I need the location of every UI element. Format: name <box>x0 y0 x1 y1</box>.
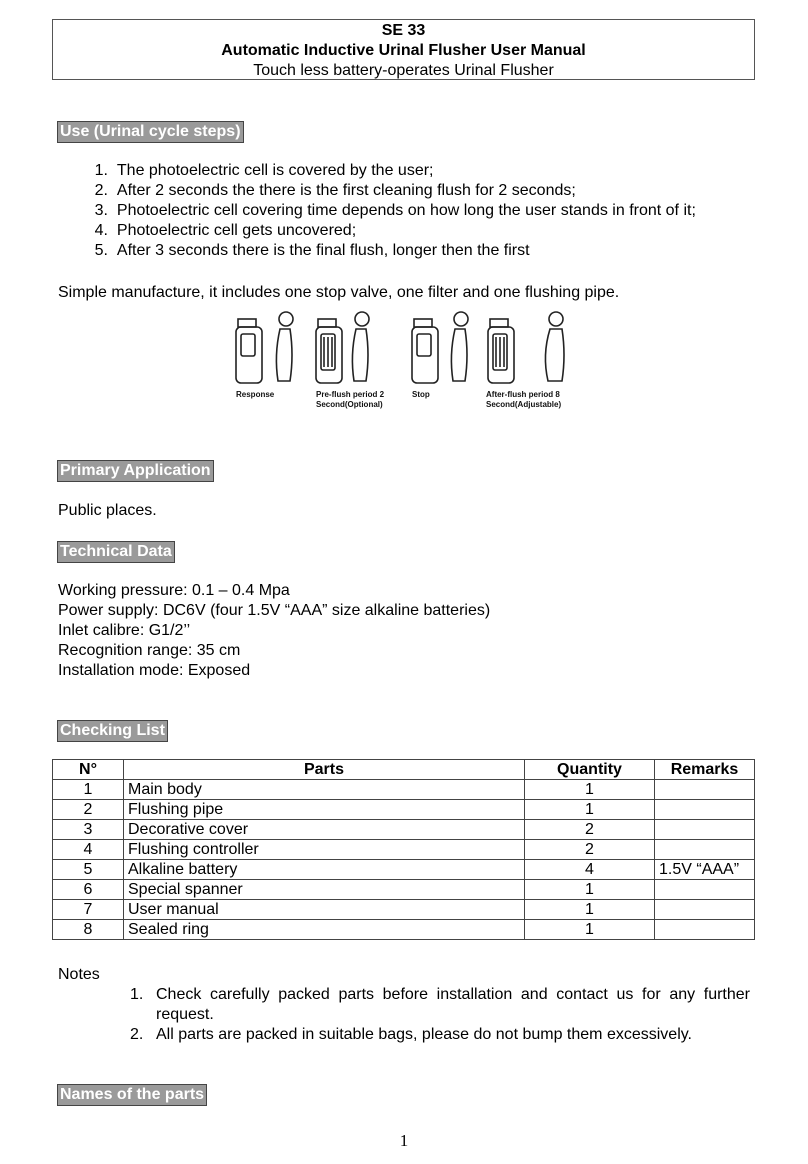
checking-list-table <box>52 759 755 940</box>
cycle-steps-list <box>58 161 696 261</box>
model-number: SE 33 <box>381 22 426 39</box>
cell-number: 2 <box>53 800 124 820</box>
person-head <box>279 312 293 326</box>
cell-part: Special spanner <box>124 880 525 900</box>
cell-number: 4 <box>53 840 124 860</box>
urinal-shape <box>236 327 262 383</box>
list-item: 2. All parts are packed in suitable bags, please do not bump them excessively. <box>130 1026 692 1043</box>
cell-part: Flushing pipe <box>124 800 525 820</box>
section-heading-technical-data: Technical Data <box>57 541 175 563</box>
cell-part: Main body <box>124 780 525 800</box>
cell-remarks <box>655 900 755 920</box>
cell-quantity: 4 <box>525 860 655 880</box>
table-row <box>53 840 755 860</box>
illustration-label: Stop <box>412 390 430 399</box>
document-header <box>52 19 755 80</box>
cell-quantity: 2 <box>525 840 655 860</box>
table-row <box>53 780 755 800</box>
cell-remarks <box>655 920 755 940</box>
cell-number: 5 <box>53 860 124 880</box>
column-header: Quantity <box>525 760 655 780</box>
cell-part: Sealed ring <box>124 920 525 940</box>
illustration-label: Response <box>236 390 275 399</box>
cell-number: 3 <box>53 820 124 840</box>
list-item: 4. Photoelectric cell gets uncovered; <box>94 222 357 239</box>
column-header: Remarks <box>655 760 755 780</box>
section-heading-checking-list: Checking List <box>57 720 168 742</box>
illustration-label: Pre-flush period 2 <box>316 390 385 399</box>
table-header-row <box>53 760 755 780</box>
manufacture-text: Simple manufacture, it includes one stop valve, one filter and one flushing pipe. <box>58 284 620 301</box>
tech-line: Inlet calibre: G1/2’’ <box>58 622 191 639</box>
list-item: 1. The photoelectric cell is covered by the user; <box>94 162 434 179</box>
cell-part: Flushing controller <box>124 840 525 860</box>
cell-number: 6 <box>53 880 124 900</box>
tech-line: Working pressure: 0.1 – 0.4 Mpa <box>58 582 290 599</box>
cell-quantity: 1 <box>525 900 655 920</box>
notes-list <box>130 985 750 1045</box>
section-heading-names-of-parts: Names of the parts <box>57 1084 207 1106</box>
column-header: N° <box>53 760 124 780</box>
cell-remarks <box>655 880 755 900</box>
document-subtitle: Touch less battery-operates Urinal Flusher <box>253 62 554 79</box>
list-item: 2. After 2 seconds the there is the first cleaning flush for 2 seconds; <box>94 182 576 199</box>
table-row <box>53 800 755 820</box>
cell-number: 1 <box>53 780 124 800</box>
cell-part: Decorative cover <box>124 820 525 840</box>
list-item: 1. Check carefully packed parts before installation and contact us for any further request. <box>130 986 750 1023</box>
cell-remarks <box>655 820 755 840</box>
tech-line: Recognition range: 35 cm <box>58 642 241 659</box>
section-heading-primary-application: Primary Application <box>57 460 214 482</box>
notes-heading: Notes <box>58 966 100 983</box>
cell-number: 7 <box>53 900 124 920</box>
list-item: 5. After 3 seconds there is the final flush, longer then the first <box>94 242 530 259</box>
cell-remarks <box>655 780 755 800</box>
urinal-cycle-illustration <box>224 305 580 423</box>
cell-quantity: 1 <box>525 880 655 900</box>
cell-quantity: 1 <box>525 920 655 940</box>
document-title: Automatic Inductive Urinal Flusher User Manual <box>221 42 586 59</box>
cell-remarks <box>655 840 755 860</box>
cell-quantity: 1 <box>525 780 655 800</box>
cell-quantity: 1 <box>525 800 655 820</box>
table-row <box>53 860 755 880</box>
list-item: 3. Photoelectric cell covering time depends on how long the user stands in front of it; <box>94 202 696 219</box>
page-number: 1 <box>399 1131 409 1150</box>
cell-part: Alkaline battery <box>124 860 525 880</box>
column-header: Parts <box>124 760 525 780</box>
illustration-label: Second(Adjustable) <box>486 400 562 409</box>
primary-application-text: Public places. <box>58 502 157 519</box>
table-row <box>53 920 755 940</box>
cell-remarks <box>655 800 755 820</box>
cell-remarks: 1.5V “AAA” <box>655 860 755 880</box>
tech-line: Power supply: DC6V (four 1.5V “AAA” size alkaline batteries) <box>58 602 491 619</box>
illustration-label: After-flush period 8 <box>486 390 560 399</box>
cell-part: User manual <box>124 900 525 920</box>
person-body <box>276 329 292 381</box>
tech-line: Installation mode: Exposed <box>58 662 251 679</box>
table-row <box>53 900 755 920</box>
illustration-label: Second(Optional) <box>316 400 383 409</box>
cell-number: 8 <box>53 920 124 940</box>
table-row <box>53 820 755 840</box>
table-row <box>53 880 755 900</box>
section-heading-use: Use (Urinal cycle steps) <box>57 121 244 143</box>
cell-quantity: 2 <box>525 820 655 840</box>
